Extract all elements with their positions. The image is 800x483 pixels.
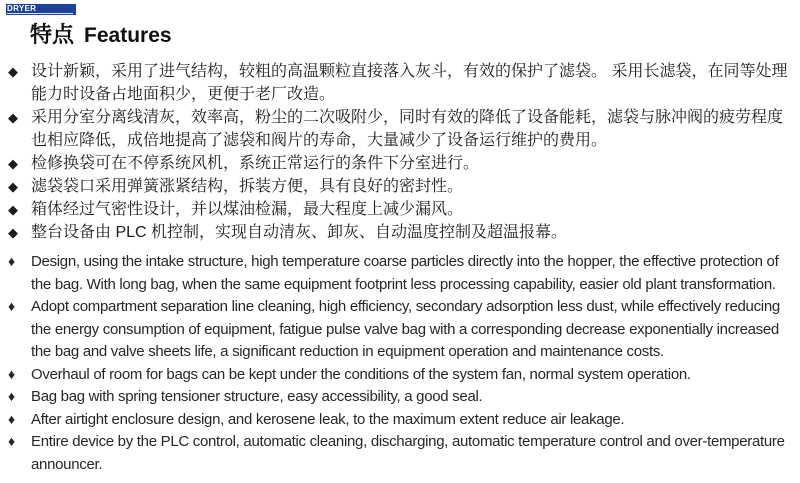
feature-item-zh xyxy=(8,198,792,221)
page-title xyxy=(30,18,172,49)
diamond-bullet-icon: ◆ xyxy=(8,156,18,171)
feature-text-zh: 箱体经过气密性设计，并以煤油检漏，最大程度上减少漏风。 xyxy=(31,201,464,218)
feature-item-en xyxy=(8,409,792,432)
feature-text-zh: 设计新颖，采用了进气结构，较粗的高温颗粒直接落入灰斗，有效的保护了滤袋。 采用长滤袋，在同等处理能力时设备占地面积少，更便于老厂改造。 xyxy=(31,63,788,103)
feature-text-en: Adopt compartment separation line cleaning, high efficiency, secondary adsorption less dust, while effectively reducing the energy consumption of equipment, fatigue pulse valve bag with a corresponding decrease exponentially increased the bag and valve sheets life, a significant reduction in equipment operation and maintenance costs. xyxy=(31,298,780,360)
feature-text-zh: 采用分室分离线清灰，效率高，粉尘的二次吸附少，同时有效的降低了设备能耗，滤袋与脉冲阀的疲劳程度也相应降低，成倍地提高了滤袋和阀片的寿命，大量减少了设备运行维护的费用。 xyxy=(31,109,784,149)
feature-text-en: After airtight enclosure design, and kerosene leak, to the maximum extent reduce air leakage. xyxy=(31,410,625,428)
feature-text-zh: 滤袋袋口采用弹簧涨紧结构，拆装方便，具有良好的密封性。 xyxy=(31,178,464,195)
diamond-bullet-icon: ♦ xyxy=(8,253,15,269)
dryer-banner xyxy=(6,4,76,15)
feature-item-en xyxy=(8,251,792,296)
feature-item-en xyxy=(8,296,792,364)
feature-text-en: Overhaul of room for bags can be kept under the conditions of the system fan, normal system operation. xyxy=(31,365,691,383)
feature-item-en xyxy=(8,431,792,476)
feature-text-en: Design, using the intake structure, high temperature coarse particles directly into the hopper, the effective protection of the bag. With long bag, when the same equipment footprint less processing capability, easier old plant transformation. xyxy=(31,253,779,293)
diamond-bullet-icon: ◆ xyxy=(8,179,18,194)
feature-text-zh: 整台设备由 PLC 机控制，实现自动清灰、卸灰、自动温度控制及超温报幕。 xyxy=(31,224,568,241)
feature-item-zh xyxy=(8,60,792,106)
diamond-bullet-icon: ♦ xyxy=(8,433,15,449)
features-list-en xyxy=(8,251,792,476)
feature-item-zh xyxy=(8,152,792,175)
feature-item-en xyxy=(8,364,792,387)
feature-item-zh xyxy=(8,175,792,198)
feature-item-zh xyxy=(8,106,792,152)
features-list-zh xyxy=(8,60,792,244)
feature-text-en: Entire device by the PLC control, automatic cleaning, discharging, automatic temperature control and over-temperature announcer. xyxy=(31,433,785,473)
diamond-bullet-icon: ◆ xyxy=(8,202,18,217)
page-title-zh: 特点 xyxy=(30,22,75,47)
diamond-bullet-icon: ◆ xyxy=(8,225,18,240)
feature-text-zh: 检修换袋可在不停系统风机，系统正常运行的条件下分室进行。 xyxy=(31,155,480,172)
feature-item-zh xyxy=(8,221,792,244)
feature-text-en: Bag bag with spring tensioner structure, easy accessibility, a good seal. xyxy=(31,388,483,405)
diamond-bullet-icon: ♦ xyxy=(8,298,15,314)
banner-label: DRYER xyxy=(7,4,37,13)
diamond-bullet-icon: ♦ xyxy=(8,410,15,427)
diamond-bullet-icon: ◆ xyxy=(8,110,18,125)
diamond-bullet-icon: ♦ xyxy=(8,388,15,404)
diamond-bullet-icon: ♦ xyxy=(8,365,15,382)
banner-underline xyxy=(7,13,73,14)
page-title-en: Features xyxy=(84,24,172,47)
diamond-bullet-icon: ◆ xyxy=(8,64,18,79)
feature-item-en xyxy=(8,386,792,409)
